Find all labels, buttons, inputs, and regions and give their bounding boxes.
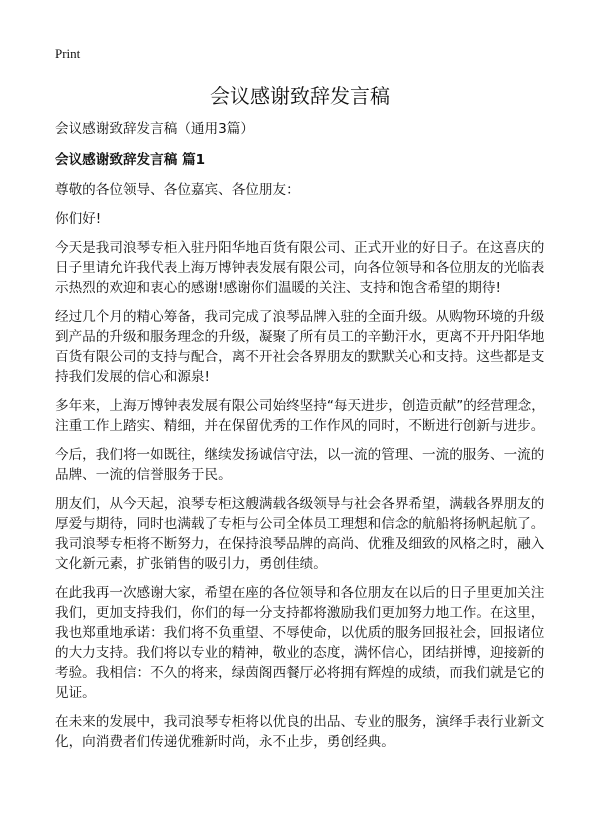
salutation: 尊敬的各位领导、各位嘉宾、各位朋友： — [55, 182, 300, 198]
print-link[interactable]: Print — [55, 46, 81, 61]
document-subtitle: 会议感谢致辞发言稿（通用3篇） — [55, 121, 254, 137]
paragraph: 今后，我们将一如既往，继续发扬诚信守法，以一流的管理、一流的服务、一流的品牌、一流的信誉服务于民。 — [55, 447, 545, 483]
paragraph: 今天是我司浪琴专柜入驻丹阳华地百货有限公司、正式开业的好日子。在这喜庆的日子里请允许我代表上海万博钟表发展有限公司，向各位领导和各位朋友的光临表示热烈的欢迎和衷心的感谢!感谢你们温暖的关注、支持和饱含希望的期待! — [55, 240, 545, 296]
document-title: 会议感谢致辞发言稿 — [210, 84, 390, 108]
paragraph: 经过几个月的精心筹备，我司完成了浪琴品牌入驻的全面升级。从购物环境的升级到产品的升级和服务理念的升级，凝聚了所有员工的辛勤汗水，更离不开丹阳华地百货有限公司的支持与配合，离不开社会各界朋友的默默关心和支持。这些都是支持我们发展的信心和源泉! — [55, 309, 545, 385]
greeting: 你们好! — [55, 211, 102, 227]
paragraph: 在未来的发展中，我司浪琴专柜将以优良的出品、专业的服务，演绎手表行业新文化，向消费者们传递优雅新时尚，永不止步，勇创经典。 — [55, 714, 545, 750]
paragraph: 朋友们，从今天起，浪琴专柜这艘满载各级领导与社会各界希望，满载各界朋友的厚爱与期待，同时也满载了专柜与公司全体员工理想和信念的航船将扬帆起航了。我司浪琴专柜将不断努力，在保持浪琴品牌的高尚、优雅及细致的风格之时，融入文化新元素，扩张销售的吸引力，勇创佳绩。 — [55, 496, 545, 572]
paragraph: 多年来，上海万博钟表发展有限公司始终坚持“每天进步，创造贡献”的经营理念，注重工作上踏实、精细，并在保留优秀的工作作风的同时，不断进行创新与进步。 — [55, 398, 545, 434]
section-heading: 会议感谢致辞发言稿 篇1 — [55, 152, 206, 168]
paragraph: 在此我再一次感谢大家，希望在座的各位领导和各位朋友在以后的日子里更加关注我们，更加支持我们，你们的每一分支持都将激励我们更加努力地工作。在这里，我也郑重地承诺：我们将不负重望、不辱使命，以优质的服务回报社会，回报诸位的大力支持。我们将以专业的精神，敬业的态度，满怀信心，团结拼博，迎接新的考验。我相信：不久的将来，绿茵阁西餐厅必将拥有辉煌的成绩，而我们就是它的见证。 — [55, 585, 545, 701]
document-body — [55, 119, 547, 761]
